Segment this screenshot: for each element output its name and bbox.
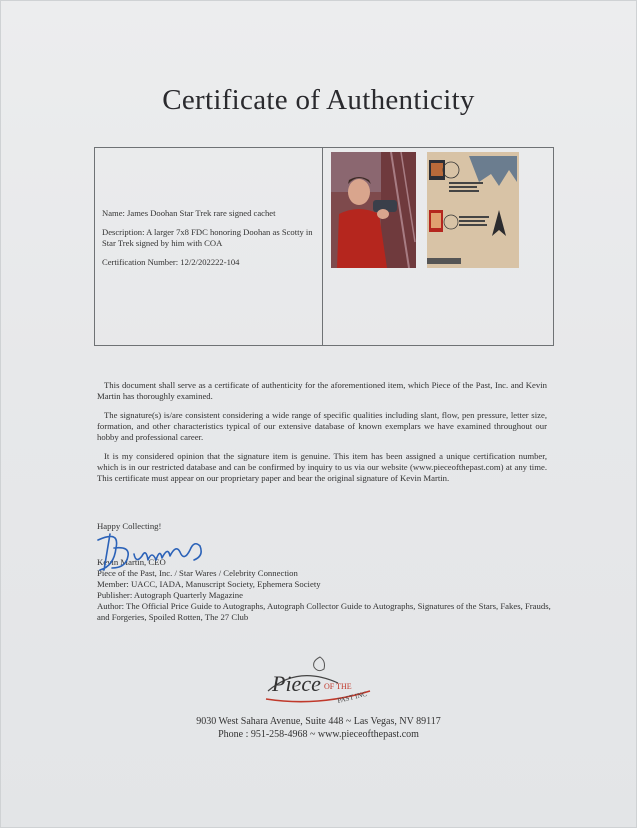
box-divider — [322, 148, 323, 345]
item-info — [102, 208, 316, 276]
signer-name: Kevin Martin, CEO — [97, 557, 166, 567]
page-title: Certificate of Authenticity — [162, 84, 475, 116]
signer-line-1: Piece of the Past, Inc. / Star Wares / Celebrity Connection — [97, 568, 298, 578]
footer-phone: Phone : 951-258-4968 ~ www.pieceofthepast.com — [218, 729, 419, 740]
footer-address: 9030 West Sahara Avenue, Suite 448 ~ Las Vegas, NV 89117 — [196, 716, 441, 727]
certificate-body — [97, 380, 547, 492]
item-name: Name: James Doohan Star Trek rare signed cachet — [102, 208, 276, 218]
logo-of-the: OF THE — [324, 682, 352, 691]
body-paragraph-2: The signature(s) is/are consistent considering a wide range of specific qualities including slant, flow, pen pressure, letter size, formation, and other characteristics typical of our extensive database of known exemplars we have examined throughout our hobby and professional career. — [97, 410, 547, 442]
item-photo — [331, 152, 519, 268]
signer-line-3: Publisher: Autograph Quarterly Magazine — [97, 590, 243, 600]
item-details-box — [94, 147, 554, 346]
logo-past-inc: PAST INC — [336, 689, 368, 705]
signer-line-4: Author: The Official Price Guide to Autographs, Autograph Collector Guide to Autographs, Signatures of the Stars, Fakes, Frauds, and Forgeries, Spoiled Rotten, The 27 Club — [97, 601, 551, 622]
logo-wordmark: Piece — [272, 671, 321, 696]
item-certification-number: Certification Number: 12/2/202222-104 — [102, 257, 240, 267]
item-description: Description: A larger 7x8 FDC honoring Doohan as Scotty in Star Trek signed by him with COA — [102, 227, 313, 248]
piece-of-the-past-logo — [258, 655, 378, 711]
footer — [0, 715, 637, 741]
body-paragraph-1: This document shall serve as a certificate of authenticity for the aforementioned item, which Piece of the Past, Inc. and Kevin Martin has thoroughly examined. — [97, 380, 547, 401]
signer-line-2: Member: UACC, IADA, Manuscript Society, Ephemera Society — [97, 579, 321, 589]
body-paragraph-3: It is my considered opinion that the signature item is genuine. This item has been assigned a unique certification number, which is in our restricted database and can be confirmed by inquiry to us via our website (www.pieceofthepast.com) at any time. This certificate must appear on our proprietary paper and bear the original signature of Kevin Martin. — [97, 451, 547, 483]
signoff-greeting: Happy Collecting! — [97, 521, 162, 531]
handwritten-signature — [90, 526, 208, 576]
